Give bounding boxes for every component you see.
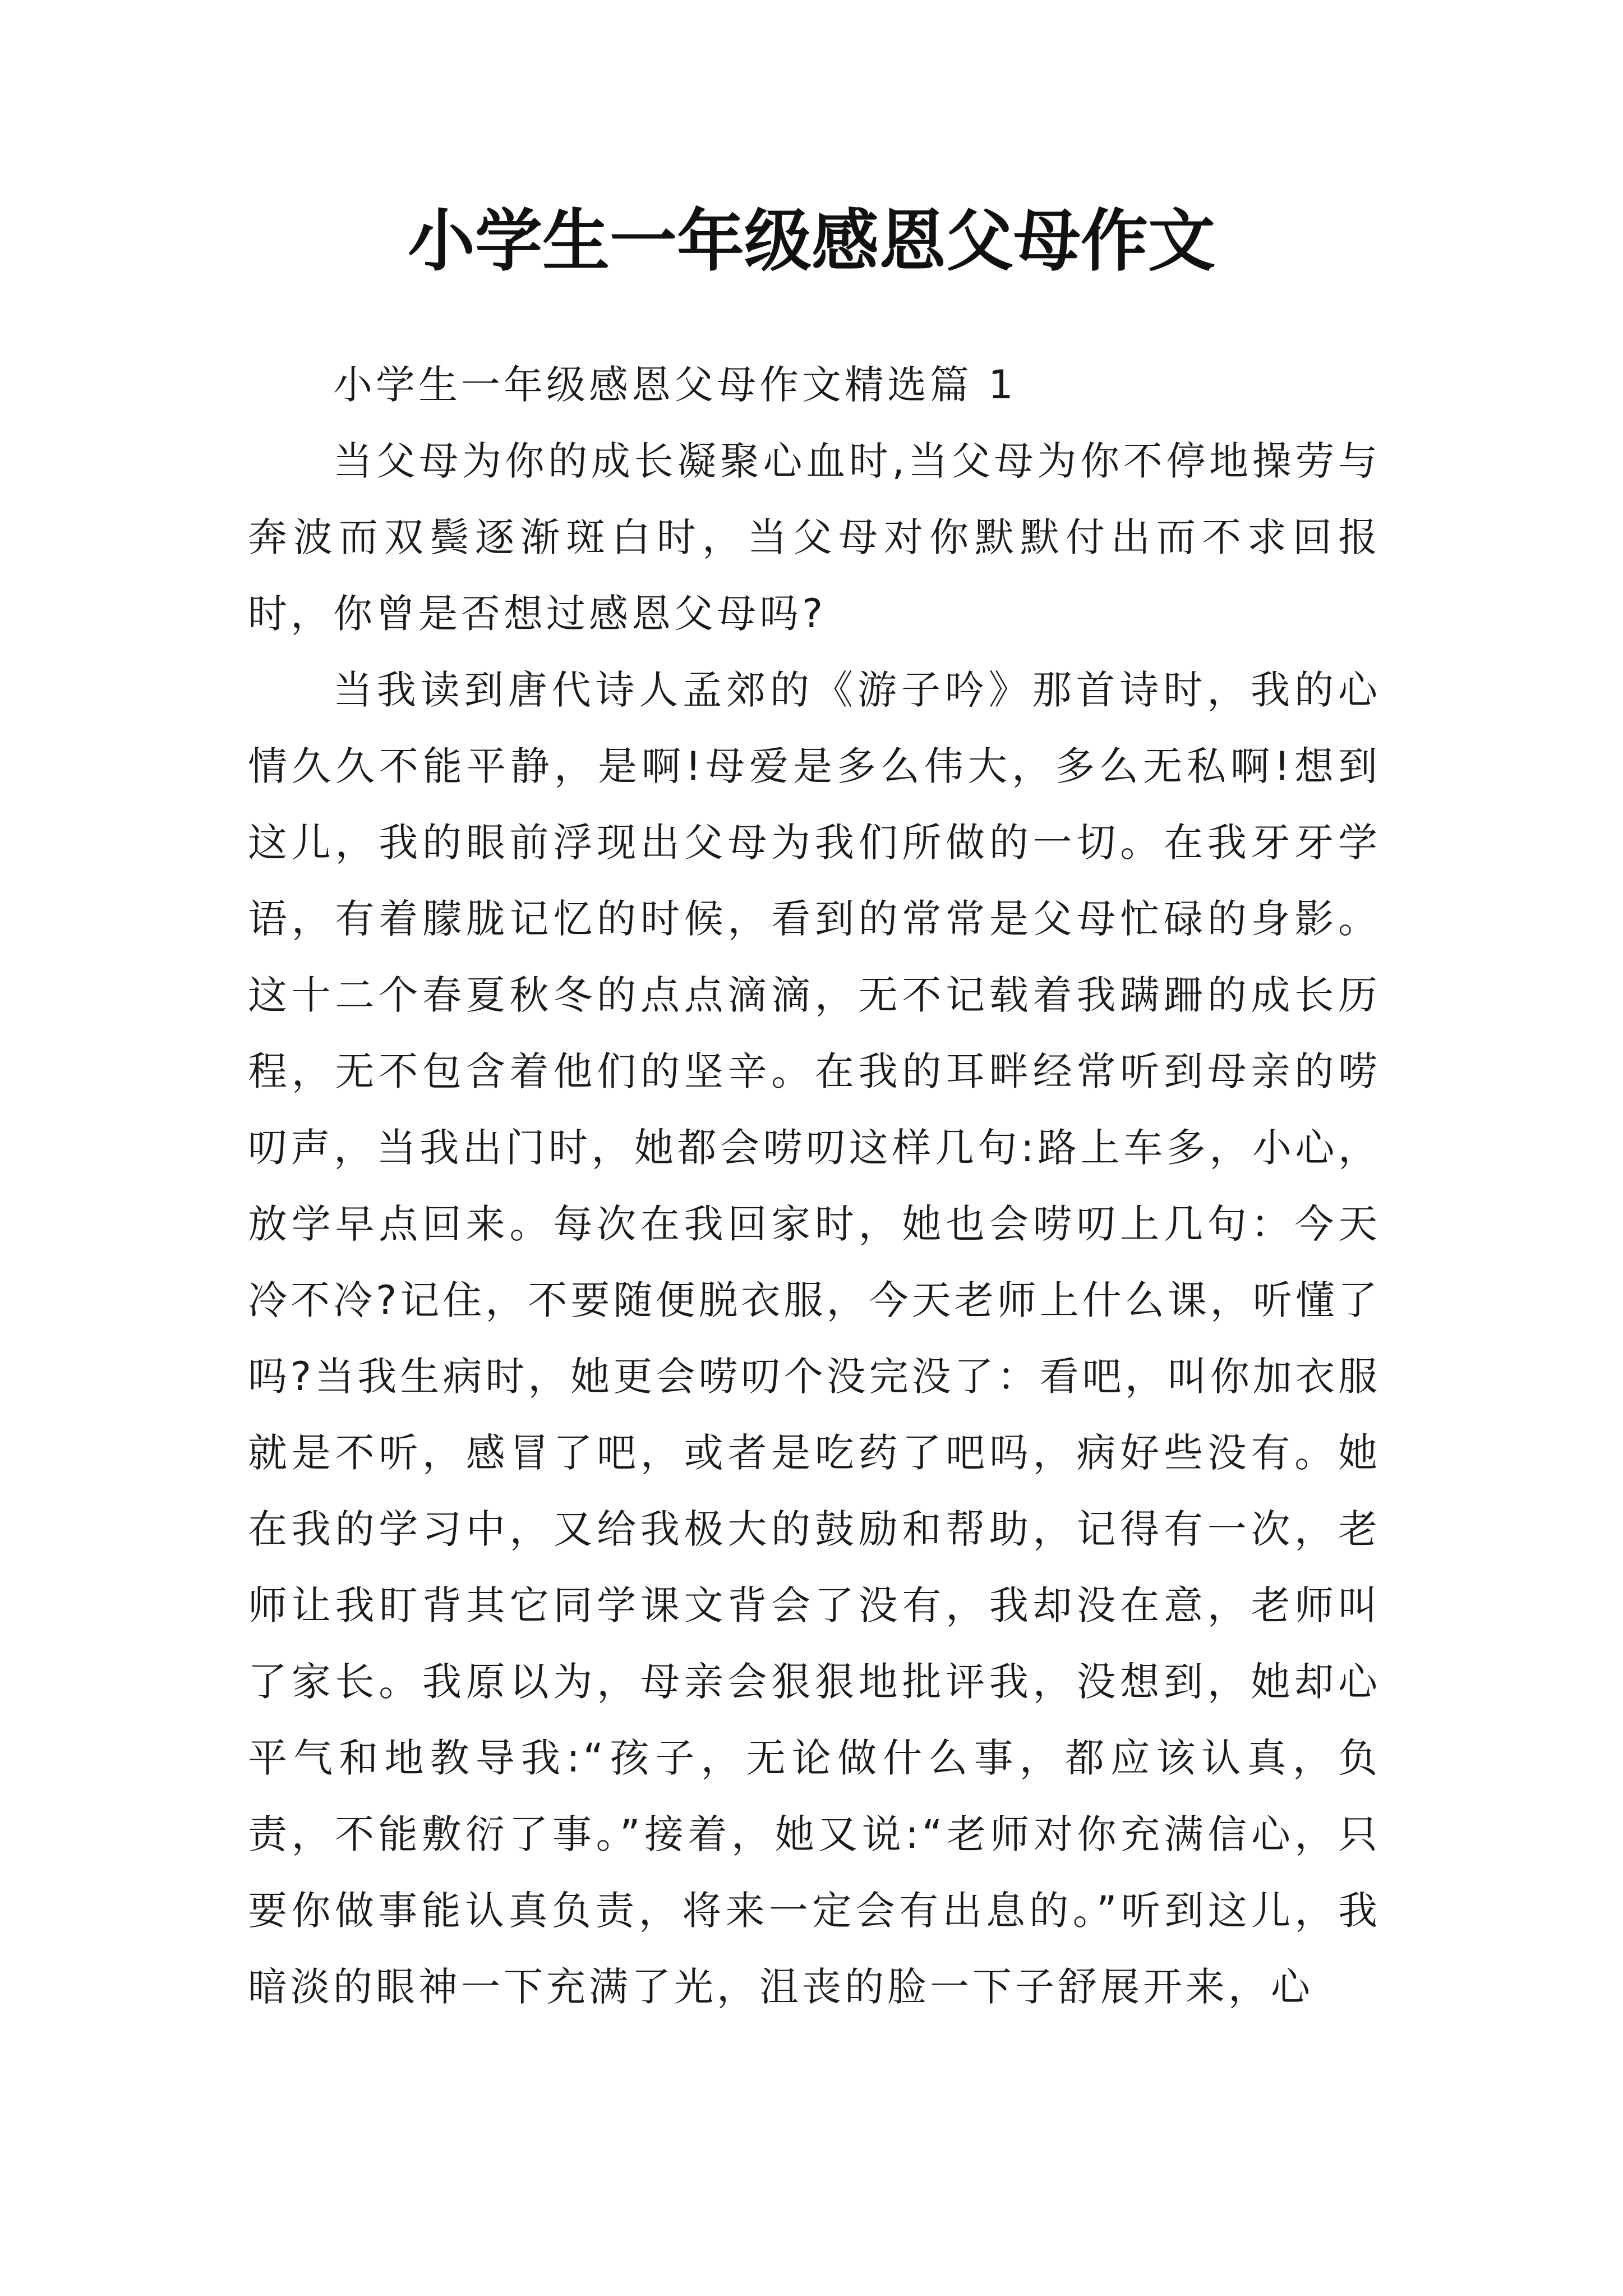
document-title: 小学生一年级感恩父母作文	[408, 201, 1215, 280]
paragraph-main: 当我读到唐代诗人孟郊的《游子吟》那首诗时，我的心情久久不能平静，是啊!母爱是多么伟大，多么无私啊!想到这儿，我的眼前浮现出父母为我们所做的一切。在我牙牙学语，有着朦胧记忆的时候，看到的常常是父母忙碌的身影。这十二个春夏秋冬的点点滴滴，无不记载着我蹒跚的成长历程，无不包含着他们的坚辛。在我的耳畔经常听到母亲的唠叨声，当我出门时，她都会唠叨这样几句:路上车多，小心，放学早点回来。每次在我回家时，她也会唠叨上几句：今天冷不冷?记住，不要随便脱衣服，今天老师上什么课，听懂了吗?当我生病时，她更会唠叨个没完没了：看吧，叫你加衣服就是不听，感冒了吧，或者是吃药了吧吗，病好些没有。她在我的学习中，又给我极大的鼓励和帮助，记得有一次，老师让我盯背其它同学课文背会了没有，我却没在意，老师叫了家长。我原以为，母亲会狠狠地批评我，没想到，她却心平气和地教导我:“孩子，无论做什么事，都应该认真，负责，不能敷衍了事。”接着，她又说:“老师对你充满信心，只要你做事能认真负责，将来一定会有出息的。”听到这儿，我暗淡的眼神一下充满了光，沮丧的脸一下子舒展开来，心	[248, 667, 1381, 2010]
document-body	[248, 347, 1381, 2025]
paragraph-intro: 当父母为你的成长凝聚心血时,当父母为你不停地操劳与奔波而双鬓逐渐斑白时，当父母对你默默付出而不求回报时，你曾是否想过感恩父母吗?	[248, 438, 1381, 637]
section-heading: 小学生一年级感恩父母作文精选篇 1	[333, 362, 1017, 408]
